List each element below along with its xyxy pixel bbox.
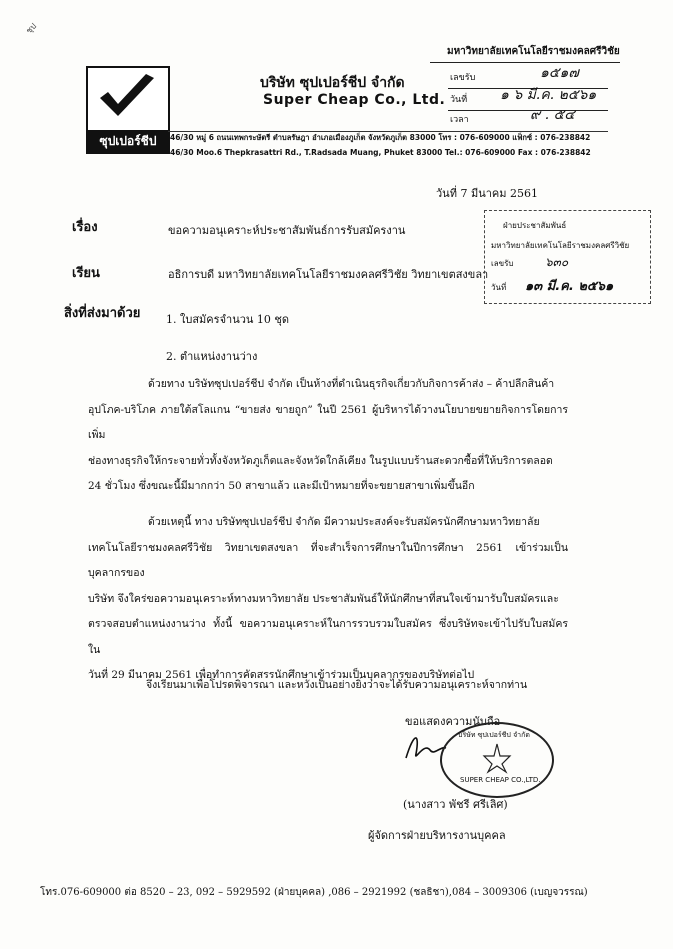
pr-stamp-number-label: เลขรับ xyxy=(491,259,514,268)
pr-stamp-number-value: ๖๓๐ xyxy=(545,255,569,269)
para1-line-2: อุปโภค-บริโภค ภายใต้สโลแกน “ขายส่ง ขายถูก” ในปี 2561 ผู้บริหารได้วางนโยบายขยายกิจการโดยการเพิ่ม xyxy=(88,403,568,441)
header-divider xyxy=(168,131,608,132)
seal-emblem-icon xyxy=(480,742,514,774)
receive-time-label: เวลา xyxy=(450,115,469,125)
para2-line-3: บริษัท จึงใคร่ขอความอนุเคราะห์ทางมหาวิทยาลัย ประชาสัมพันธ์ให้นักศึกษาที่สนใจเข้ามารับใบสมัครและ xyxy=(88,592,559,605)
signer-name: (นางสาว พัชรี ศรีเลิศ) xyxy=(403,798,508,811)
corner-handwritten-mark: ชุป xyxy=(24,21,39,36)
body-paragraph-2 xyxy=(88,510,568,689)
para2-line-4: ตรวจสอบตำแหน่งงานว่าง ทั้งนี้ ขอความอนุเคราะห์ในการรวบรวมใบสมัคร ซึ่งบริษัทจะเข้าไปรับใบสมัครใน xyxy=(88,618,568,656)
receive-time-value: ๙ . ๕๔ xyxy=(530,107,575,123)
enclosure-item-2: 2. ตำแหน่งงานว่าง xyxy=(166,350,258,363)
body-paragraph-1 xyxy=(88,372,568,500)
logo-text: ซุปเปอร์ชีป xyxy=(88,130,168,152)
subject-label: เรื่อง xyxy=(72,220,98,235)
para2-line-2: เทคโนโลยีราชมงคลศรีวิชัย วิทยาเขตสงขลา ที่จะสำเร็จการศึกษาในปีการศึกษา 2561 เข้าร่วมเป็นบุคลากรของ xyxy=(88,541,568,579)
pr-stamp-row2: มหาวิทยาลัยเทคโนโลยีราชมงคลศรีวิชัย xyxy=(491,241,630,250)
receive-number-label: เลขรับ xyxy=(450,73,476,83)
closing-text: จึงเรียนมาเพื่อโปรดพิจารณา และหวังเป็นอย่างยิ่งว่าจะได้รับความอนุเคราะห์จากท่าน xyxy=(146,679,528,691)
subject-text: ขอความอนุเคราะห์ประชาสัมพันธ์การรับสมัครงาน xyxy=(168,224,406,237)
company-logo xyxy=(86,66,170,154)
pr-stamp-date-value: ๑๓ มี.ค. ๒๕๖๑ xyxy=(525,279,614,294)
checkmark-icon xyxy=(96,72,158,124)
receive-date-label: วันที่ xyxy=(450,95,468,105)
pr-receive-stamp xyxy=(484,210,651,304)
para1-line-3: ช่องทางธุรกิจให้กระจายทั่วทั้งจังหวัดภูเก็ตและจังหวัดใกล้เคียง ในรูปแบบร้านสะดวกซื้อที่ให้บริการตลอด xyxy=(88,454,553,467)
enclosure-label: สิ่งที่ส่งมาด้วย xyxy=(64,306,141,321)
para2-line-5: วันที่ 29 มีนาคม 2561 เพื่อทำการคัดสรรนักศึกษาเข้าร่วมเป็นบุคลากรของบริษัทต่อไป xyxy=(88,669,475,681)
footer-contacts: โทร.076-609000 ต่อ 8520 – 23, 092 – 5929592 (ฝ่ายบุคคล) ,086 – 2921992 (ชลธิชา),084 – 3009306 (เบญจวรรณ) xyxy=(40,887,588,898)
to-text: อธิการบดี มหาวิทยาลัยเทคโนโลยีราชมงคลศรีวิชัย วิทยาเขตสงขลา xyxy=(168,268,489,281)
company-address-english: 46/30 Moo.6 Thepkrasattri Rd., T.Radsada Muang, Phuket 83000 Tel.: 076-609000 Fax : 076-238842 xyxy=(170,148,591,157)
para1-line-4: 24 ชั่วโมง ซึ่งขณะนี้มีมากกว่า 50 สาขาแล้ว และมีเป้าหมายที่จะขยายสาขาเพิ่มขึ้นอีก xyxy=(88,480,475,492)
seal-text-english: SUPER CHEAP CO.,LTD. xyxy=(460,776,541,784)
pr-stamp-row1: ฝ่ายประชาสัมพันธ์ xyxy=(503,221,567,230)
document-date: วันที่ 7 มีนาคม 2561 xyxy=(436,187,538,200)
receive-stamp-title: มหาวิทยาลัยเทคโนโลยีราชมงคลศรีวิชัย xyxy=(447,46,620,57)
para1-line-1: ด้วยทาง บริษัทซุปเปอร์ชีป จำกัด เป็นห้างที่ดำเนินธุรกิจเกี่ยวกับกิจการค้าส่ง – ค้าปลีกสินค้า xyxy=(148,378,555,390)
para2-line-1: ด้วยเหตุนี้ ทาง บริษัทซุปเปอร์ชีป จำกัด มีความประสงค์จะรับสมัครนักศึกษามหาวิทยาลัย xyxy=(148,516,540,528)
to-label: เรียน xyxy=(72,266,100,281)
pr-stamp-date-label: วันที่ xyxy=(491,283,507,292)
signer-title: ผู้จัดการฝ่ายบริหารงานบุคคล xyxy=(368,829,506,842)
company-name-english: Super Cheap Co., Ltd. xyxy=(263,92,446,108)
receive-number-value: ๑๕๑๗ xyxy=(540,65,579,81)
regards-text: ขอแสดงความนับถือ xyxy=(405,715,501,728)
company-seal xyxy=(440,722,554,798)
enclosure-item-1: 1. ใบสมัครจำนวน 10 ชุด xyxy=(166,313,290,326)
company-name-thai: บริษัท ซุปเปอร์ชีป จำกัด xyxy=(260,75,405,91)
company-address-thai: 46/30 หมู่ 6 ถนนเทพกระษัตรี ตำบลรัษฎา อำเภอเมืองภูเก็ต จังหวัดภูเก็ต 83000 โทร : 076-609000 แฟ็กซ์ : 076-238842 xyxy=(170,133,591,142)
receive-date-value: ๑ ๖ มี.ค. ๒๕๖๑ xyxy=(500,87,597,103)
seal-text-thai: บริษัท ซุปเปอร์ชีป จำกัด xyxy=(458,731,530,739)
